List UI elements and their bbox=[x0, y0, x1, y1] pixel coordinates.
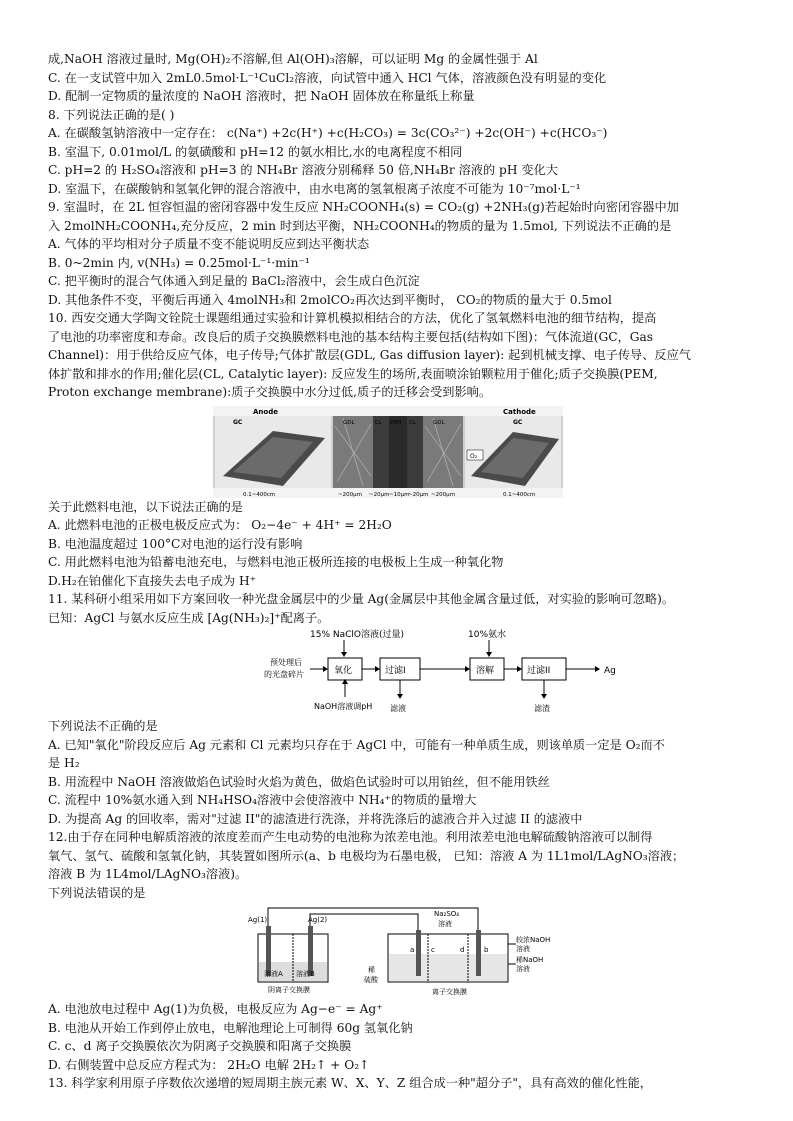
text-line: 氧气、氢气、硫酸和氢氧化钠，其装置如图所示(a、b 电极均为石墨电极， 已知：溶液 A 为 1L1mol/LAgNO₃溶液； bbox=[48, 848, 685, 863]
anion-membrane-label: 阴离子交换膜 bbox=[268, 986, 310, 994]
text-line: C. c、d 离子交换膜依次为阴离子交换膜和阳离子交换膜 bbox=[48, 1039, 352, 1053]
na2so4-solution-label: 溶液 bbox=[438, 920, 452, 928]
na2so4-label: Na₂SO₄ bbox=[434, 910, 460, 918]
text-line: A. 在碳酸氢钠溶液中一定存在： c(Na⁺) +2c(H⁺) +c(H₂CO₃) = 3c(CO₃²⁻) +2c(OH⁻) +c(HCO₃⁻) bbox=[48, 126, 608, 140]
text-line: Proton exchange membrane):质子交换膜中水分过低,质子的迁移会受到影响。 bbox=[48, 385, 492, 399]
sulfuric-acid-label: 硫酸 bbox=[364, 976, 378, 984]
text-line: D. 右侧装置中总反应方程式为： 2H₂O 电解 2H₂↑ + O₂↑ bbox=[48, 1057, 370, 1072]
text-line: D. 室温下，在碳酸钠和氢氧化钾的混合溶液中，由水电离的氢氧根离子浓度不可能为 10⁻⁷mol·L⁻¹ bbox=[48, 181, 581, 196]
text-line: A. 气体的平均相对分子质量不变不能说明反应到达平衡状态 bbox=[48, 237, 370, 251]
step-filter-2: 过滤II bbox=[527, 666, 551, 676]
text-line: 了电池的功率密度和寿命。改良后的质子交换膜燃料电池的基本结构主要包括(结构如下图)：气体流道(GC，Gas bbox=[48, 329, 654, 344]
ag1-label: Ag(1) bbox=[248, 916, 268, 924]
text-line: 12.由于存在同种电解质溶液的浓度差而产生电动势的电池称为浓差电池。利用浓差电池电解硫酸钠溶液可以制得 bbox=[48, 830, 653, 844]
gdl-label-left: GDL bbox=[343, 419, 355, 426]
text-line: C. 用此燃料电池为铅蓄电池充电，与燃料电池正极所连接的电极板上生成一种氧化物 bbox=[48, 555, 504, 569]
text-line: B. 室温下, 0.01mol/L 的氨磺酸和 pH=12 的氨水相比,水的电离程度不相同 bbox=[48, 144, 463, 159]
text-line: 8. 下列说法正确的是( ) bbox=[48, 107, 175, 122]
filtrate-label: 滤液 bbox=[390, 704, 406, 713]
scale-6: ~200μm bbox=[431, 491, 455, 498]
text-line: D. 其他条件不变，平衡后再通入 4molNH₃和 2molCO₂再次达到平衡时， CO₂的物质的量大于 0.5mol bbox=[48, 292, 612, 307]
reagent-ammonia: 10%氨水 bbox=[468, 630, 507, 640]
scale-2: ~200μm bbox=[338, 491, 362, 498]
scale-1: 0.1~400cm bbox=[243, 491, 276, 498]
scale-5: ~20μm bbox=[408, 491, 429, 498]
fuel-cell-structure-figure bbox=[213, 406, 563, 498]
conc-naoh-solution: 溶液 bbox=[516, 945, 530, 953]
silver-recovery-flowchart bbox=[78, 627, 638, 717]
cathode-label: Cathode bbox=[503, 407, 536, 416]
text-line: D. 配制一定物质的量浓度的 NaOH 溶液时，把 NaOH 固体放在称量纸上称量 bbox=[48, 89, 475, 103]
concentration-cell-figure bbox=[248, 904, 578, 1000]
dilute-naoh-label: 稀NaOH bbox=[516, 956, 544, 964]
text-line: 下列说法不正确的是 bbox=[48, 719, 158, 733]
dilute-naoh-solution: 溶液 bbox=[516, 965, 530, 973]
cl-label-left: CL bbox=[375, 419, 382, 426]
text-line: 入 2molNH₂COONH₄,充分反应，2 min 时到达平衡，NH₂COONH₄的物质的量为 1.5mol, 下列说法不正确的是 bbox=[48, 218, 672, 233]
text-line: 体扩散和排水的作用;催化层(CL, Catalytic layer): 反应发生的场所,表面喷涂铂颗粒用于催化;质子交换膜(PEM, bbox=[48, 366, 658, 381]
text-line: A. 电池放电过程中 Ag(1)为负极，电极反应为 Ag−e⁻ = Ag⁺ bbox=[48, 1002, 383, 1016]
text-line: 关于此燃料电池，以下说法正确的是 bbox=[48, 499, 243, 514]
text-line: Channel)：用于供给反应气体，电子传导;气体扩散层(GDL, Gas diffusion layer): 起到机械支撑、电子传导、反应气 bbox=[48, 348, 691, 362]
scale-7: 0.1~400cm bbox=[503, 491, 536, 498]
exam-page bbox=[48, 50, 760, 1093]
questions-12-13 bbox=[48, 1000, 760, 1093]
text-line: C. pH=2 的 H₂SO₄溶液和 pH=3 的 NH₄Br 溶液分别稀释 50 倍,NH₄Br 溶液的 pH 变化大 bbox=[48, 163, 558, 177]
text-line: A. 此燃料电池的正极电极反应式为： O₂−4e⁻ + 4H⁺ = 2H₂O bbox=[48, 518, 392, 532]
gdl-label-right: GDL bbox=[433, 419, 445, 426]
naoh-adjust-ph: NaOH溶液调pH bbox=[314, 702, 373, 711]
pem-label: PEM bbox=[390, 419, 402, 426]
text-line: 11. 某科研小组采用如下方案回收一种光盘金属层中的少量 Ag(金属层中其他金属含量过低，对实验的影响可忽略)。 bbox=[48, 592, 675, 606]
text-line: 溶液 B 为 1L4mol/LAgNO₃溶液)。 bbox=[48, 867, 248, 881]
step-oxidation: 氧化 bbox=[334, 666, 353, 676]
dilute-label: 稀 bbox=[368, 966, 375, 974]
text-line: 13. 科学家利用原子序数依次递增的短周期主族元素 W、X、Y、Z 组合成一种"超分子"，具有高效的催化性能， bbox=[48, 1076, 652, 1090]
reagent-naclo: 15% NaClO溶液(过量) bbox=[310, 630, 405, 640]
text-line: B. 电池温度超过 100°C对电池的运行没有影响 bbox=[48, 536, 303, 551]
questions-10-11 bbox=[48, 498, 760, 628]
text-line: 10. 西安交通大学陶文铨院士课题组通过实验和计算机模拟相结合的方法，优化了氢氧燃料电池的细节结构，提高 bbox=[48, 311, 657, 325]
text-line: A. 已知"氧化"阶段反应后 Ag 元素和 Cl 元素均只存在于 AgCl 中，可能有一种单质生成，则该单质一定是 O₂而不 bbox=[48, 737, 665, 752]
questions-7-10 bbox=[48, 50, 760, 402]
text-line: 成,NaOH 溶液过量时, Mg(OH)₂不溶解,但 Al(OH)₃溶解，可以证明 Mg 的金属性强于 Al bbox=[48, 52, 538, 66]
solution-b-label: 溶液B bbox=[296, 970, 315, 978]
cation-membrane-label: 离子交换膜 bbox=[432, 988, 467, 996]
scale-4: ~10μm bbox=[389, 491, 410, 498]
gc-label-left: GC bbox=[233, 418, 243, 426]
text-line: 9. 室温时，在 2L 恒容恒温的密闭容器中发生反应 NH₂COONH₄(s) = CO₂(g) +2NH₃(g)若起始时向密闭容器中加 bbox=[48, 200, 679, 214]
product-ag: Ag bbox=[604, 666, 616, 676]
residue-label: 滤渣 bbox=[534, 704, 550, 713]
ag2-label: Ag(2) bbox=[308, 916, 328, 924]
conc-naoh-label: 较浓NaOH bbox=[516, 936, 551, 944]
electrode-a: a bbox=[410, 946, 415, 954]
anode-label: Anode bbox=[253, 407, 278, 416]
text-line: C. 在一支试管中加入 2mL0.5mol·L⁻¹CuCl₂溶液，向试管中通入 HCl 气体，溶液颜色没有明显的变化 bbox=[48, 70, 607, 85]
text-line: B. 0~2min 内, v(NH₃) = 0.25mol·L⁻¹·min⁻¹ bbox=[48, 255, 310, 270]
step-filter-1: 过滤I bbox=[385, 666, 406, 676]
scale-3: ~20μm bbox=[369, 491, 390, 498]
text-line: 已知：AgCl 与氨水反应生成 [Ag(NH₃)₂]⁺配离子。 bbox=[48, 610, 330, 625]
text-line: D.H₂在铂催化下直接失去电子成为 H⁺ bbox=[48, 573, 257, 588]
text-line: C. 流程中 10%氨水通入到 NH₄HSO₄溶液中会使溶液中 NH₄⁺的物质的量增大 bbox=[48, 793, 477, 807]
membrane-d: d bbox=[460, 946, 465, 954]
o2-label: O₂ bbox=[470, 452, 478, 460]
step-dissolve: 溶解 bbox=[476, 666, 495, 676]
solution-a-label: 溶液A bbox=[264, 970, 283, 978]
membrane-c: c bbox=[431, 946, 435, 954]
text-line: B. 电池从开始工作到停止放电，电解池理论上可制得 60g 氢氧化钠 bbox=[48, 1020, 413, 1035]
text-line: D. 为提高 Ag 的回收率，需对"过滤 II"的滤渣进行洗涤，并将洗涤后的滤液合并入过滤 II 的滤液中 bbox=[48, 811, 583, 826]
questions-11-12 bbox=[48, 717, 760, 902]
text-line: B. 用流程中 NaOH 溶液做焰色试验时火焰为黄色，做焰色试验时可以用铂丝，但不能用铁丝 bbox=[48, 774, 550, 789]
electrode-b: b bbox=[484, 946, 489, 954]
start-line-2: 的光盘碎片 bbox=[264, 670, 304, 679]
text-line: C. 把平衡时的混合气体通入到足量的 BaCl₂溶液中，会生成白色沉淀 bbox=[48, 274, 420, 288]
gc-label-right: GC bbox=[513, 418, 523, 426]
text-line: 下列说法错误的是 bbox=[48, 885, 146, 900]
start-line-1: 预处理后 bbox=[270, 658, 302, 667]
cl-label-right: CL bbox=[409, 419, 416, 426]
text-line: 是 H₂ bbox=[48, 756, 80, 770]
